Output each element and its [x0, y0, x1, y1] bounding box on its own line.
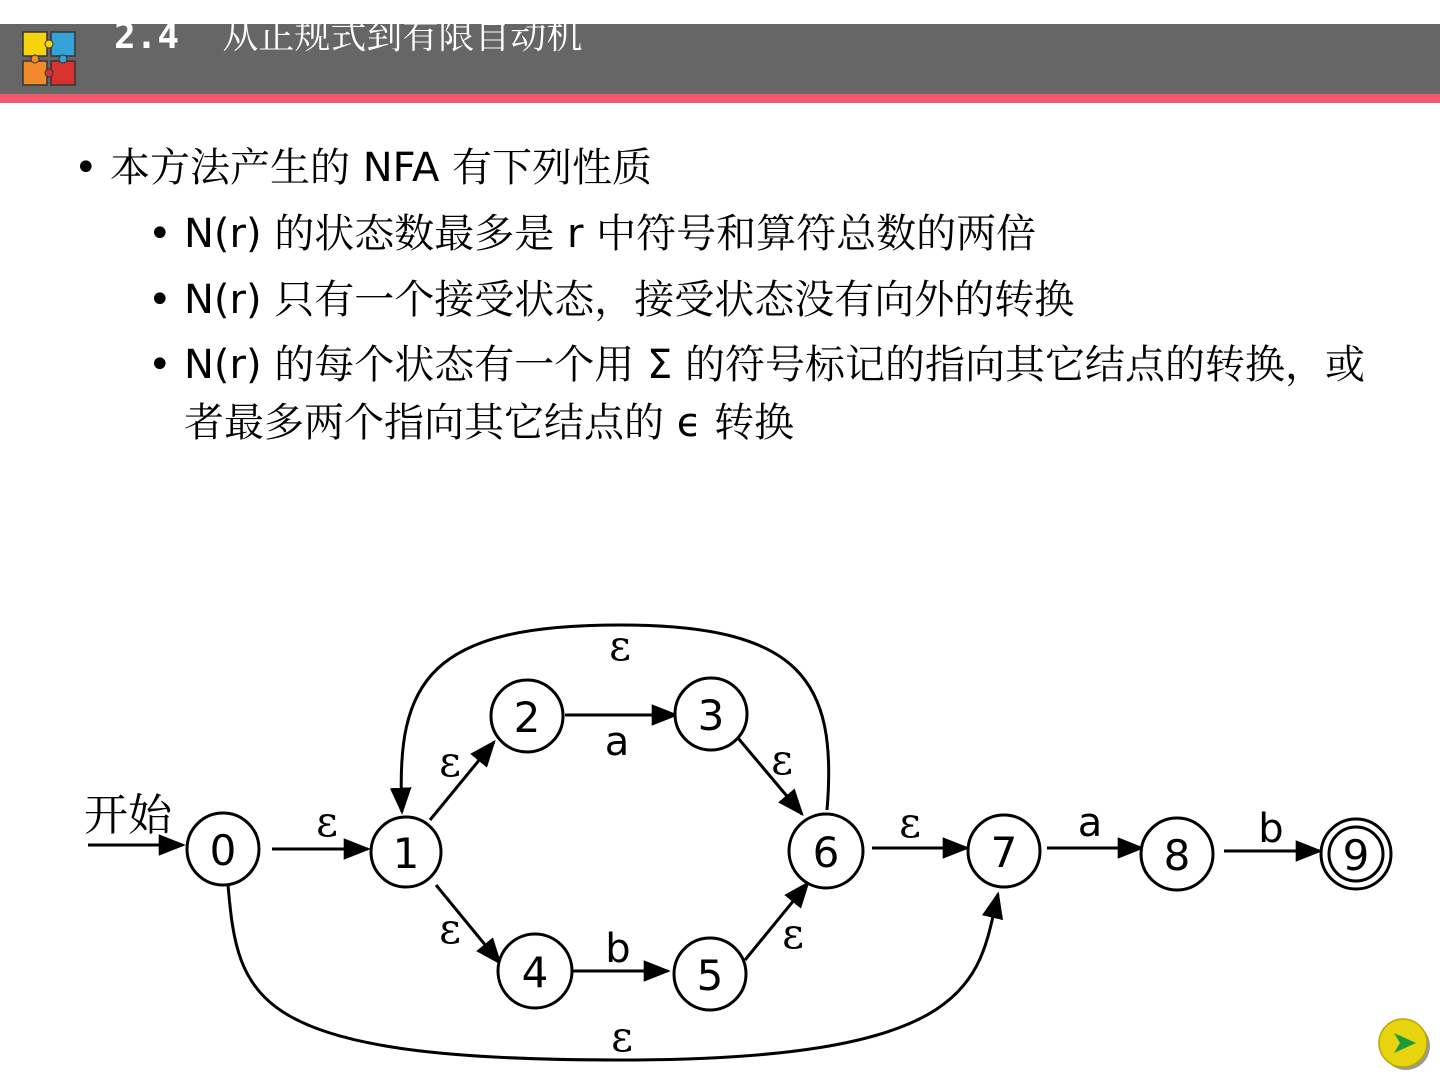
edge-label-1-2: ε — [439, 737, 461, 786]
edge-label-0-1: ε — [316, 797, 338, 846]
sub-bullet-item: • N(r) 的每个状态有一个用 Σ 的符号标记的指向其它结点的转换，或者最多两个指向其它结点的 ϵ 转换 — [146, 336, 1372, 452]
sub-bullet-item: • N(r) 的状态数最多是 r 中符号和算符总数的两倍 — [146, 204, 1372, 264]
state-label-5: 5 — [696, 951, 724, 1000]
state-label-2: 2 — [513, 693, 541, 742]
sub-bullet-item: • N(r) 只有一个接受状态，接受状态没有向外的转换 — [146, 270, 1372, 330]
edge-label-3-6: ε — [771, 735, 793, 784]
edge-label-4-5: b — [605, 926, 631, 972]
state-label-3: 3 — [697, 691, 725, 740]
state-label-4: 4 — [521, 948, 549, 997]
edge-label-7-8: a — [1077, 800, 1103, 846]
edge-label-0-7: ε — [611, 1012, 633, 1061]
bullet-item: • 本方法产生的 NFA 有下列性质 — [72, 138, 1372, 198]
state-label-9: 9 — [1342, 831, 1370, 880]
edge-label-6-7: ε — [899, 798, 921, 847]
edge-label-8-9: b — [1258, 806, 1284, 852]
state-label-8: 8 — [1163, 831, 1191, 880]
edge-label-2-3: a — [604, 719, 630, 765]
edge-label-5-6: ε — [782, 909, 804, 958]
edge-label-1-4: ε — [439, 904, 461, 953]
nfa-diagram — [0, 560, 1440, 1080]
bullet-list — [72, 138, 1372, 452]
section-title: 从正规式到有限自动机 — [222, 16, 583, 57]
edge-label-6-1: ε — [609, 621, 631, 670]
next-arrow-icon[interactable] — [1376, 1016, 1432, 1072]
puzzle-logo-icon — [20, 28, 80, 90]
state-label-7: 7 — [990, 828, 1018, 877]
slide-title — [114, 14, 594, 60]
start-label: 开始 — [84, 790, 172, 841]
state-label-6: 6 — [812, 828, 840, 877]
header-accent-line — [0, 94, 1440, 103]
state-label-0: 0 — [209, 826, 237, 875]
state-label-1: 1 — [392, 829, 420, 878]
section-number: 2.4 — [114, 16, 180, 57]
